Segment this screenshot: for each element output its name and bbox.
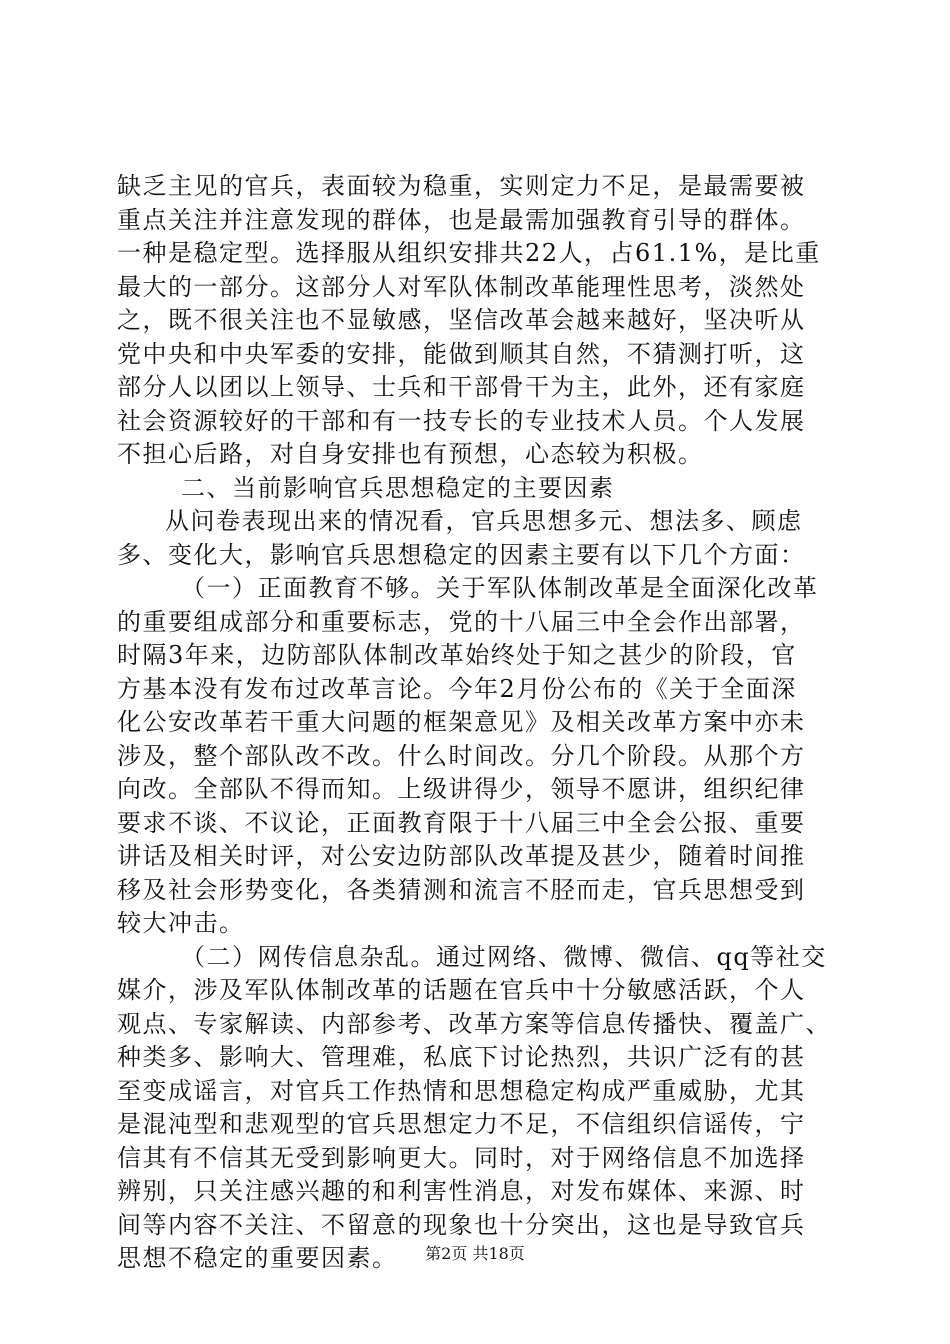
body-line: 党中央和中央军委的安排，能做到顺其自然，不猜测打听，这 <box>117 339 806 368</box>
body-line: 不担心后路，对自身安排也有预想，心态较为积极。 <box>117 440 704 468</box>
body-line: 社会资源较好的干部和有一技专长的专业技术人员。个人发展 <box>117 406 806 435</box>
body-line: 是混沌型和悲观型的官兵思想定力不足，不信组织信谣传，宁 <box>117 1110 806 1138</box>
page-number-label: 第2页 共18页 <box>425 1244 525 1263</box>
body-line: 思想不稳定的重要因素。 <box>117 1244 398 1272</box>
body-line: 部分人以团以上领导、士兵和干部骨干为主，此外，还有家庭 <box>117 373 806 401</box>
paragraph-first-line: 从问卷表现出来的情况看，官兵思想多元、想法多、顾虑 <box>165 507 803 535</box>
page-footer <box>0 1241 950 1264</box>
section-heading: 二、当前影响官兵思想稳定的主要因素 <box>181 473 615 502</box>
body-line: 向改。全部队不得而知。上级讲得少，领导不愿讲，组织纪律 <box>117 775 806 803</box>
body-line: 较大冲击。 <box>117 909 245 937</box>
body-line: 辨别，只关注感兴趣的和利害性消息，对发布媒体、来源、时 <box>117 1177 806 1205</box>
body-line: 种类多、影响大、管理难，私底下讨论热烈，共识广泛有的甚 <box>117 1043 806 1071</box>
body-line: 之，既不很关注也不显敏感，坚信改革会越来越好，坚决听从 <box>117 306 806 334</box>
body-line: 移及社会形势变化，各类猜测和流言不胫而走，官兵思想受到 <box>117 875 806 904</box>
subsection-heading-line: （一）正面教育不够。关于军队体制改革是全面深化改革 <box>181 574 819 602</box>
body-line: 一种是稳定型。选择服从组织安排共22人，占61.1%，是比重 <box>117 239 821 267</box>
body-line: 多、变化大，影响官兵思想稳定的因素主要有以下几个方面： <box>117 540 806 569</box>
body-line: 重点关注并注意发现的群体，也是最需加强教育引导的群体。 <box>117 205 806 234</box>
document-body <box>117 170 837 1276</box>
body-line: 最大的一部分。这部分人对军队体制改革能理性思考，淡然处 <box>117 272 806 301</box>
subsection-heading-line: （二）网传信息杂乱。通过网络、微博、微信、qq等社交 <box>181 942 827 971</box>
body-line: 至变成谣言，对官兵工作热情和思想稳定构成严重威胁，尤其 <box>117 1076 806 1105</box>
body-line: 要求不谈、不议论，正面教育限于十八届三中全会公报、重要 <box>117 808 806 837</box>
body-line: 缺乏主见的官兵，表面较为稳重，实则定力不足，是最需要被 <box>117 172 806 200</box>
body-line: 时隔3年来，边防部队体制改革始终处于知之甚少的阶段，官 <box>117 641 797 669</box>
body-line: 的重要组成部分和重要标志，党的十八届三中全会作出部署， <box>117 607 806 636</box>
body-line: 信其有不信其无受到影响更大。同时，对于网络信息不加选择 <box>117 1143 806 1172</box>
body-line: 讲话及相关时评，对公安边防部队改革提及甚少，随着时间推 <box>117 842 806 870</box>
body-line: 间等内容不关注、不留意的现象也十分突出，这也是导致官兵 <box>117 1210 806 1239</box>
body-line: 方基本没有发布过改革言论。今年2月份公布的《关于全面深 <box>117 674 797 703</box>
body-line: 观点、专家解读、内部参考、改革方案等信息传播快、覆盖广、 <box>117 1009 831 1038</box>
body-line: 化公安改革若干重大问题的框架意见》及相关改革方案中亦未 <box>117 708 806 736</box>
body-line: 媒介，涉及军队体制改革的话题在官兵中十分敏感活跃，个人 <box>117 976 806 1004</box>
body-line: 涉及，整个部队改不改。什么时间改。分几个阶段。从那个方 <box>117 741 806 770</box>
